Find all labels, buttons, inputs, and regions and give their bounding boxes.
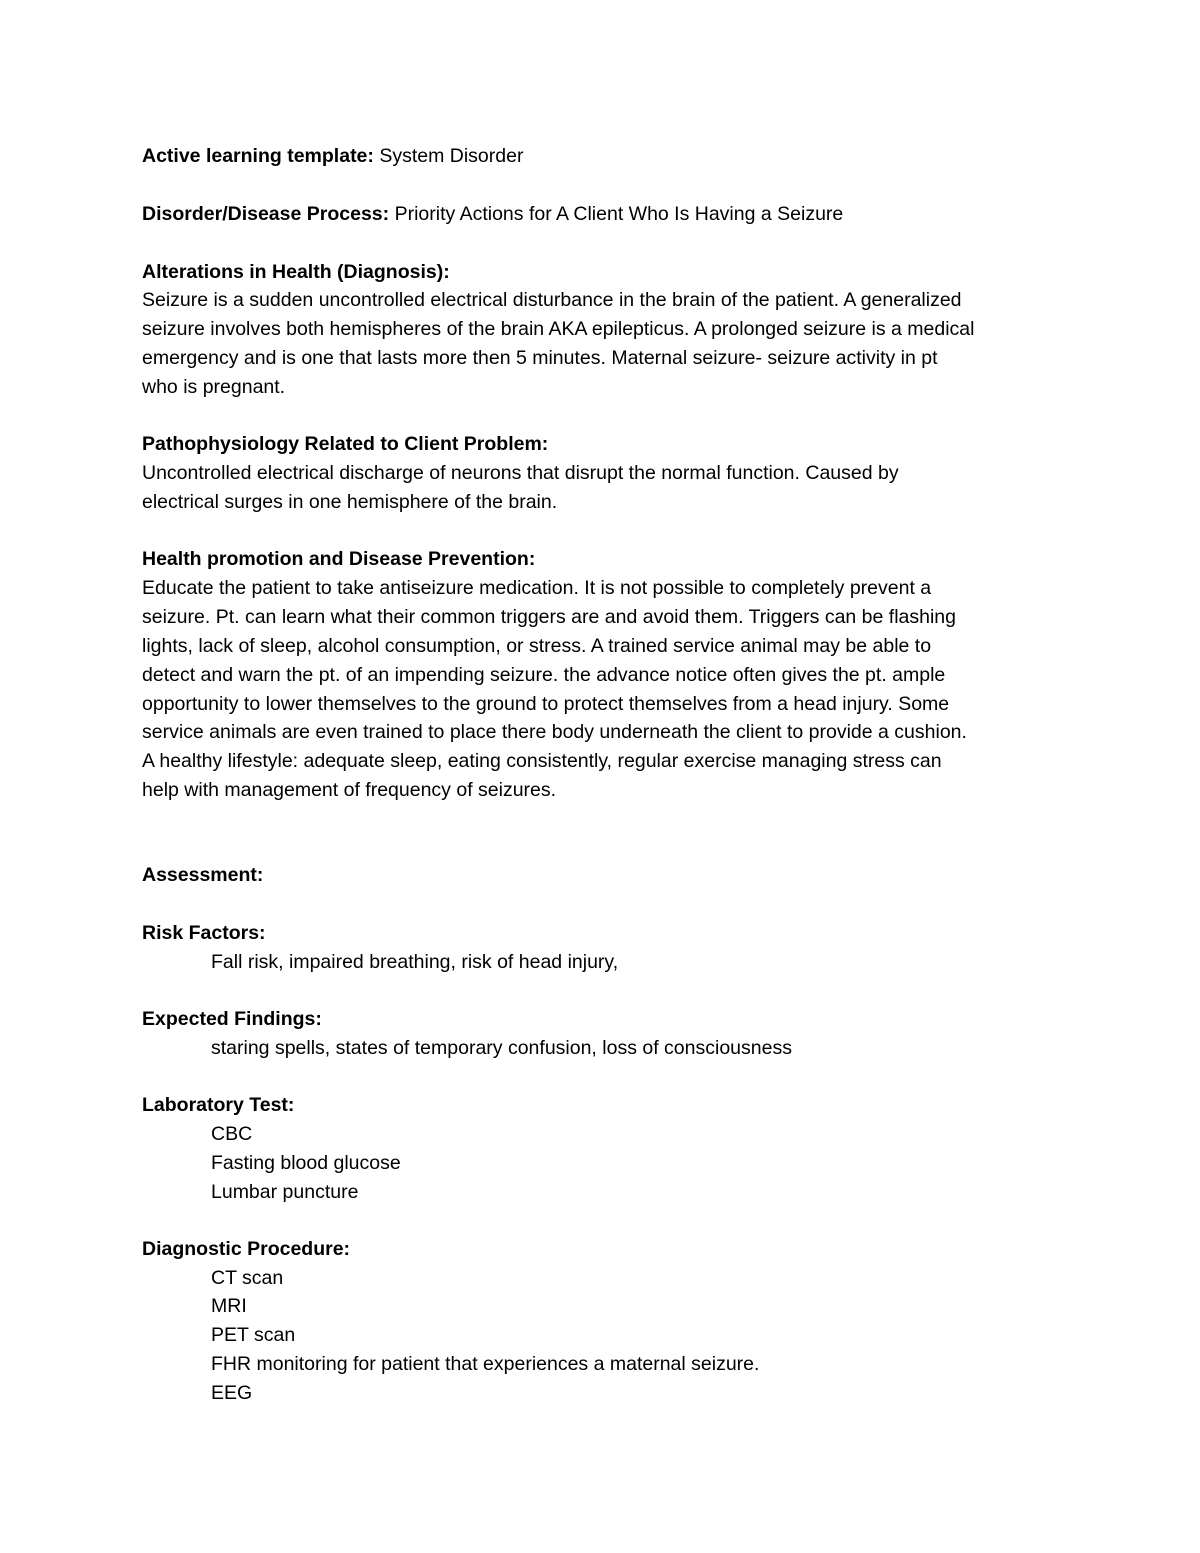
alterations-text-line: seizure involves both hemispheres of the brain AKA epilepticus. A prolonged seizure is a medical	[142, 318, 975, 340]
health-promotion-text-line: detect and warn the pt. of an impending seizure. the advance notice often gives the pt. ample	[142, 664, 946, 686]
laboratory-test-heading: Laboratory Test:	[142, 1094, 295, 1116]
risk-factor-item: Fall risk, impaired breathing, risk of head injury,	[211, 951, 619, 973]
alterations-text-line: who is pregnant.	[142, 376, 286, 398]
health-promotion-heading: Health promotion and Disease Prevention:	[142, 548, 536, 570]
laboratory-test-item: Lumbar puncture	[211, 1181, 359, 1203]
risk-factors-heading: Risk Factors:	[142, 922, 266, 944]
diagnostic-procedure-item: MRI	[211, 1295, 247, 1317]
assessment-heading: Assessment:	[142, 864, 264, 886]
disorder-label: Disorder/Disease Process:	[142, 203, 390, 225]
disorder-line	[142, 200, 843, 229]
diagnostic-procedure-heading: Diagnostic Procedure:	[142, 1238, 351, 1260]
health-promotion-text-line: lights, lack of sleep, alcohol consumption, or stress. A trained service animal may be able to	[142, 635, 932, 657]
health-promotion-text-line: seizure. Pt. can learn what their common triggers are and avoid them. Triggers can be flashing	[142, 606, 956, 628]
health-promotion-text-line: help with management of frequency of seizures.	[142, 779, 557, 801]
template-value: System Disorder	[379, 145, 524, 167]
expected-finding-item: staring spells, states of temporary confusion, loss of consciousness	[211, 1037, 792, 1059]
laboratory-test-item: Fasting blood glucose	[211, 1152, 401, 1174]
alterations-text-line: emergency and is one that lasts more then 5 minutes. Maternal seizure- seizure activity in pt	[142, 347, 938, 369]
laboratory-test-item: CBC	[211, 1123, 253, 1145]
diagnostic-procedure-item: FHR monitoring for patient that experiences a maternal seizure.	[211, 1353, 760, 1375]
diagnostic-procedure-item: EEG	[211, 1382, 253, 1404]
pathophysiology-text-line: Uncontrolled electrical discharge of neurons that disrupt the normal function. Caused by	[142, 462, 899, 484]
pathophysiology-text-line: electrical surges in one hemisphere of the brain.	[142, 491, 558, 513]
health-promotion-text-line: service animals are even trained to place there body underneath the client to provide a cushion.	[142, 721, 967, 743]
expected-findings-heading: Expected Findings:	[142, 1008, 322, 1030]
health-promotion-text-line: opportunity to lower themselves to the ground to protect themselves from a head injury. Some	[142, 693, 950, 715]
template-label: Active learning template:	[142, 145, 374, 167]
diagnostic-procedure-item: PET scan	[211, 1324, 296, 1346]
alterations-text-line: Seizure is a sudden uncontrolled electrical disturbance in the brain of the patient. A generalized	[142, 289, 962, 311]
diagnostic-procedure-item: CT scan	[211, 1267, 284, 1289]
health-promotion-text-line: Educate the patient to take antiseizure medication. It is not possible to completely prevent a	[142, 577, 932, 599]
disorder-value: Priority Actions for A Client Who Is Having a Seizure	[394, 203, 844, 225]
pathophysiology-heading: Pathophysiology Related to Client Problem:	[142, 433, 549, 455]
alterations-heading: Alterations in Health (Diagnosis):	[142, 261, 450, 283]
template-line	[142, 142, 523, 171]
health-promotion-text-line: A healthy lifestyle: adequate sleep, eating consistently, regular exercise managing stress can	[142, 750, 942, 772]
